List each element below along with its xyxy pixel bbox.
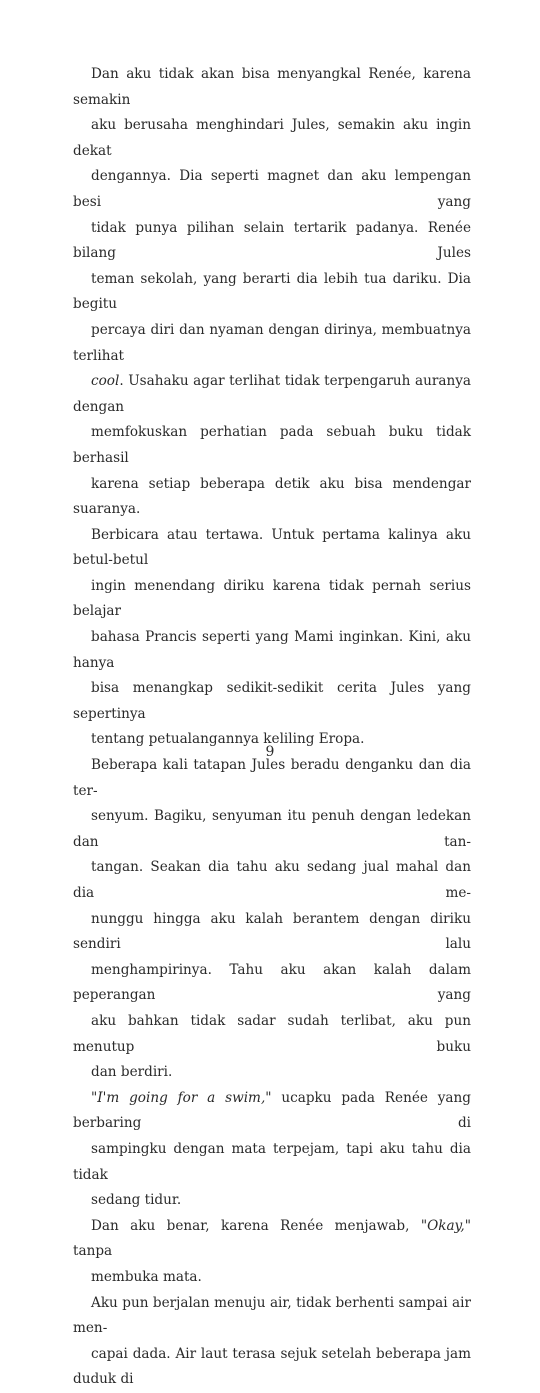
- text-line: senyum. Bagiku, senyuman itu penuh dengan ledekan dan tan-: [73, 808, 471, 850]
- text-line: aku bahkan tidak sadar sudah terlibat, aku pun menutup buku: [73, 1012, 471, 1055]
- text-run: tanpa: [73, 1243, 113, 1260]
- text-line: menghampirinya. Tahu aku akan kalah dalam peperangan yang: [73, 961, 471, 1004]
- paragraph: [73, 62, 471, 753]
- italic-text: cool: [91, 373, 120, 390]
- paragraph: [73, 1214, 471, 1291]
- text-line: bisa menangkap sedikit-sedikit cerita Jules yang sepertinya: [73, 680, 471, 722]
- text-line: sampingku dengan mata terpejam, tapi aku tahu dia tidak: [73, 1140, 471, 1183]
- text-line: ingin menendang diriku karena tidak pernah serius belajar: [73, 577, 471, 620]
- text-line: Berbicara atau tertawa. Untuk pertama kalinya aku betul-betul: [73, 526, 471, 569]
- body-text: [73, 62, 471, 1393]
- text-line: [73, 1214, 471, 1265]
- text-run: . Usahaku agar terlihat tidak terpengaruh auranya dengan: [73, 373, 471, 415]
- text-line: sedang tidur.: [91, 1192, 182, 1209]
- text-line: tidak punya pilihan selain tertarik padanya. Renée bilang Jules: [73, 219, 471, 262]
- text-line: dengannya. Dia seperti magnet dan aku lempengan besi yang: [73, 168, 471, 210]
- paragraph: [73, 1086, 471, 1214]
- paragraph: [73, 753, 471, 1086]
- italic-text: "I'm going for a swim,": [91, 1089, 272, 1106]
- text-line: tangan. Seakan dia tahu aku sedang jual mahal dan dia me-: [73, 859, 471, 901]
- text-line: percaya diri dan nyaman dengan dirinya, membuatnya terlihat: [73, 321, 471, 364]
- text-line: [73, 369, 471, 420]
- text-line: karena setiap beberapa detik aku bisa mendengar suaranya.: [73, 475, 471, 518]
- text-run: Dan aku benar, karena Renée menjawab,: [91, 1217, 421, 1234]
- page-number: 9: [265, 744, 275, 760]
- text-line: dan berdiri.: [91, 1064, 173, 1081]
- text-line: memfokuskan perhatian pada sebuah buku tidak berhasil: [73, 424, 471, 466]
- italic-text: "Okay,": [420, 1217, 471, 1234]
- text-line: Dan aku tidak akan bisa menyangkal Renée, karena semakin: [73, 66, 471, 108]
- text-line: capai dada. Air laut terasa sejuk setelah beberapa jam duduk di: [73, 1345, 471, 1388]
- text-line: bahasa Prancis seperti yang Mami inginkan. Kini, aku hanya: [73, 629, 471, 671]
- text-line: [73, 1086, 471, 1137]
- text-line: membuka mata.: [91, 1268, 202, 1285]
- text-line: tentang petualangannya keliling Eropa.: [91, 731, 365, 748]
- text-line: teman sekolah, yang berarti dia lebih tua dariku. Dia begitu: [73, 270, 471, 313]
- text-line: Aku pun berjalan menuju air, tidak berhenti sampai air men-: [73, 1294, 471, 1337]
- paragraph: [73, 1291, 471, 1393]
- text-line: nunggu hingga aku kalah berantem dengan diriku sendiri lalu: [73, 910, 471, 953]
- text-run: ucapku pada Renée yang berbaring di: [73, 1089, 471, 1132]
- text-line: aku berusaha menghindari Jules, semakin aku ingin dekat: [73, 117, 471, 159]
- text-line: Beberapa kali tatapan Jules beradu denganku dan dia ter-: [73, 757, 471, 799]
